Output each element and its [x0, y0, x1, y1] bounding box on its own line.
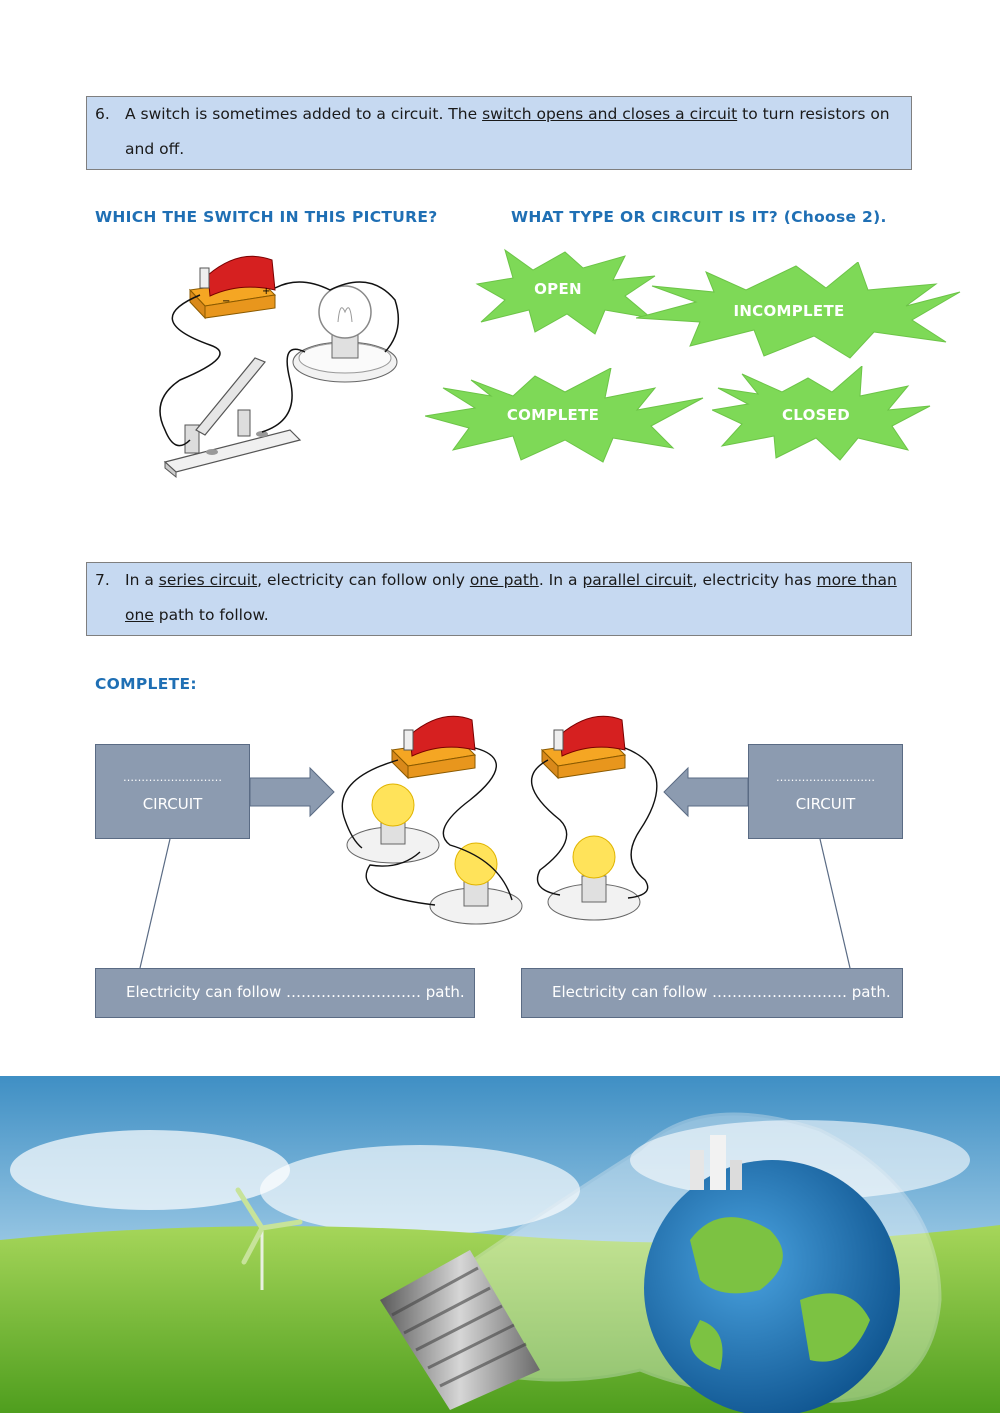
term-one-path: one path: [469, 571, 539, 589]
question-6-underlined: switch opens and closes a circuit: [482, 105, 738, 123]
left-sentence-box[interactable]: Electricity can follow ……………………… path.: [95, 968, 475, 1018]
right-sentence-box[interactable]: Electricity can follow ……………………… path.: [521, 968, 903, 1018]
option-incomplete[interactable]: INCOMPLETE: [636, 262, 962, 360]
term-parallel-circuit: parallel circuit: [582, 571, 693, 589]
left-circuit-label: CIRCUIT: [142, 795, 203, 813]
switch-question-heading: WHICH THE SWITCH IN THIS PICTURE?: [95, 208, 438, 226]
option-complete[interactable]: COMPLETE: [425, 368, 705, 464]
term-more-than-one: more than one: [125, 571, 897, 624]
question-6-number: 6.: [95, 105, 110, 123]
left-circuit-blank[interactable]: ………………………: [123, 771, 222, 784]
svg-text:−: −: [222, 296, 231, 307]
term-series-circuit: series circuit: [158, 571, 258, 589]
question-6-text: A switch is sometimes added to a circuit. The switch opens and closes a circuit to turn resistors on and off.: [125, 105, 890, 158]
right-circuit-blank[interactable]: ………………………: [776, 771, 875, 784]
circuit-type-question-heading: WHAT TYPE OR CIRCUIT IS IT? (Choose 2).: [511, 208, 887, 226]
right-circuit-label: CIRCUIT: [795, 795, 856, 813]
svg-text:+: +: [262, 286, 271, 297]
question-7-number: 7.: [95, 571, 110, 589]
option-open[interactable]: OPEN: [475, 248, 657, 336]
question-7-text: In a series circuit, electricity can follow only one path. In a parallel circuit, electricity has more than one path to follow.: [125, 571, 897, 624]
complete-heading: COMPLETE:: [95, 675, 197, 693]
option-closed[interactable]: CLOSED: [712, 366, 932, 462]
